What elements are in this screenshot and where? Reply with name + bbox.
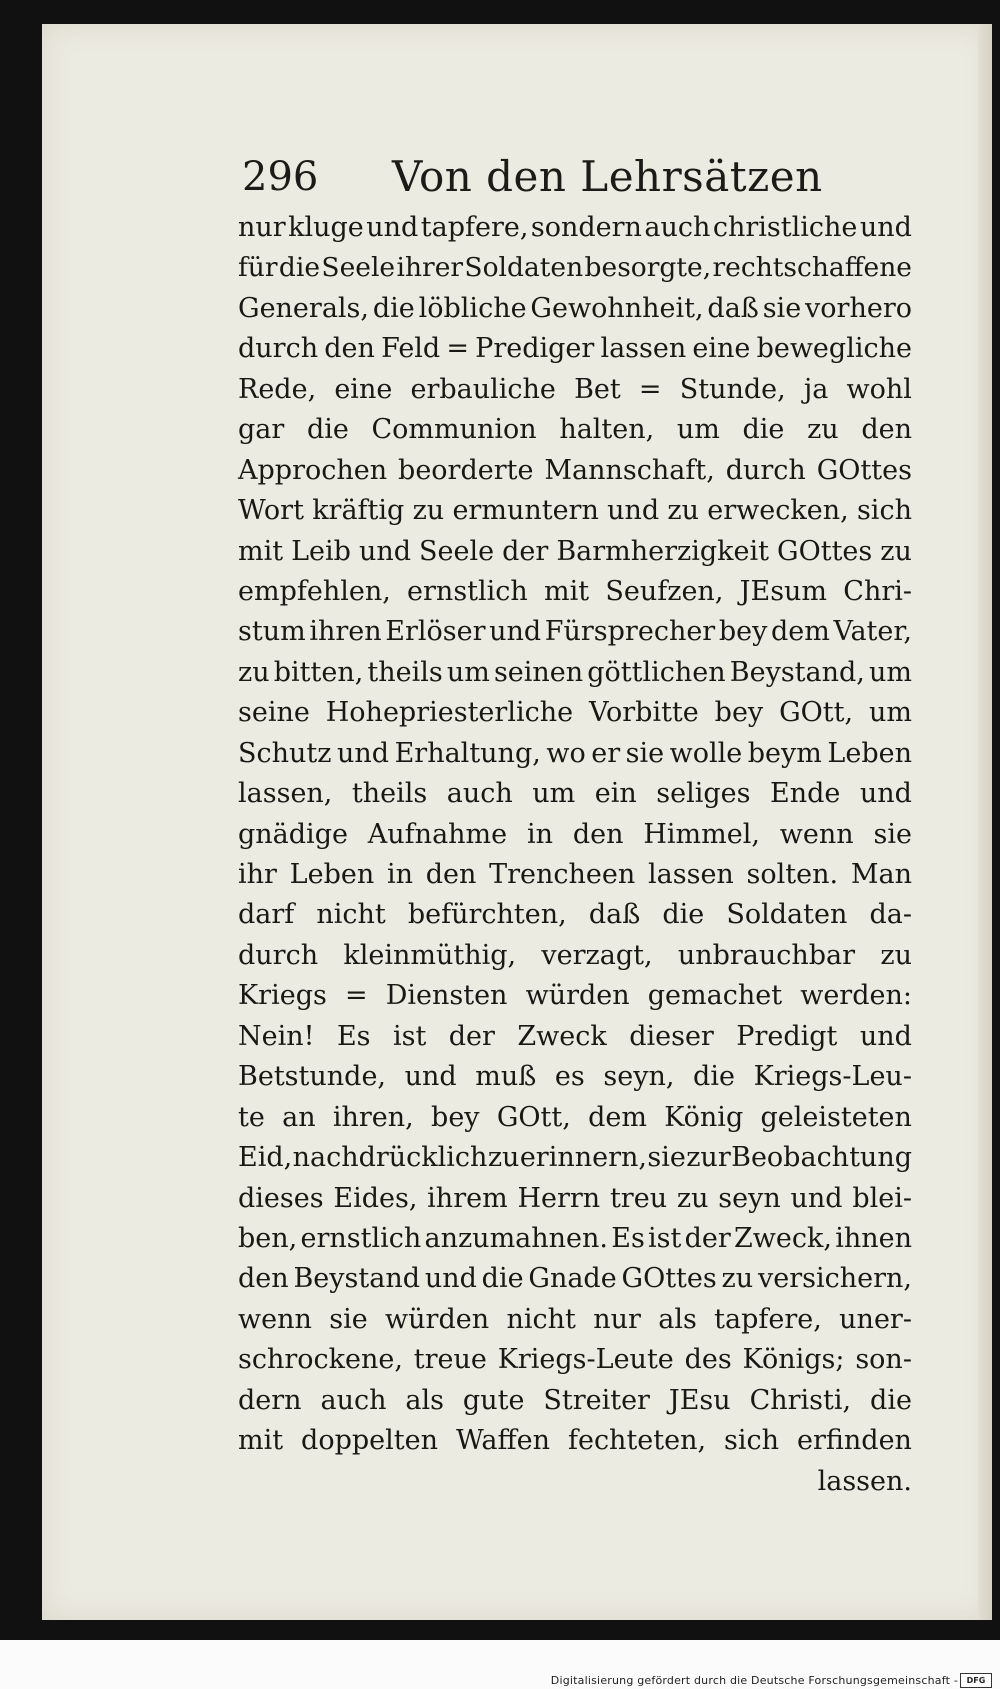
text-line: zu bitten, theils um seinen göttlichen Beystand, um (238, 656, 912, 688)
text-line: den Beystand und die Gnade GOttes zu versichern, (238, 1263, 912, 1295)
text-line: stum ihren Erlöser und Fürsprecher bey dem Vater, (238, 616, 912, 648)
text-line: gar die Communion halten, um die zu den (238, 414, 912, 446)
book-page (42, 24, 992, 1620)
text-line: seine Hohepriesterliche Vorbitte bey GOtt, um (238, 697, 912, 729)
text-line: Betstunde, und muß es seyn, die Kriegs-Leu- (238, 1061, 912, 1093)
text-line: Approchen beorderte Mannschaft, durch GOttes (238, 454, 912, 486)
page-header (242, 146, 862, 206)
digitization-credit: Digitalisierung gefördert durch die Deutsche Forschungsgemeinschaft - (550, 1674, 958, 1687)
text-line: wenn sie würden nicht nur als tapfere, uner- (238, 1303, 912, 1335)
text-line: Eid, nachdrücklich zu erinnern, sie zur Beobachtung (238, 1142, 912, 1174)
page-number: 296 (242, 154, 319, 200)
text-line: gnädige Aufnahme in den Himmel, wenn sie (238, 818, 912, 850)
text-line: Wort kräftig zu ermuntern und zu erwecken, sich (238, 495, 912, 527)
text-line: ihr Leben in den Trencheen lassen solten. Man (238, 859, 912, 890)
text-line: mit Leib und Seele der Barmherzigkeit GOttes zu (238, 535, 912, 567)
text-line: schrockene, treue Kriegs-Leute des Königs; son- (238, 1344, 912, 1376)
text-line: Nein! Es ist der Zweck dieser Predigt und (238, 1020, 912, 1052)
text-line: dern auch als gute Streiter JEsu Christi, die (238, 1384, 912, 1416)
text-line: durch kleinmüthig, verzagt, unbrauchbar zu (238, 939, 912, 971)
dfg-logo: DFG (960, 1673, 992, 1688)
text-line: dieses Eides, ihrem Herrn treu zu seyn und blei- (238, 1182, 912, 1214)
text-line: te an ihren, bey GOtt, dem König geleisteten (238, 1101, 912, 1133)
text-line: darf nicht befürchten, daß die Soldaten da- (238, 899, 912, 931)
running-head: Von den Lehrsätzen (392, 152, 823, 201)
text-line: Kriegs = Diensten würden gemachet werden: (238, 980, 912, 1012)
text-line: lassen, theils auch um ein seliges Ende und (238, 778, 912, 810)
text-line: für die Seele ihrer Soldaten besorgte, rechtschaffene (238, 252, 912, 284)
text-line: empfehlen, ernstlich mit Seufzen, JEsum Chri- (238, 575, 912, 607)
body-text (238, 208, 912, 1502)
text-line: Generals, die löbliche Gewohnheit, daß sie vorhero (238, 292, 912, 324)
text-line: durch den Feld = Prediger lassen eine bewegliche (238, 333, 912, 365)
text-line: mit doppelten Waffen fechteten, sich erfinden (238, 1425, 912, 1457)
text-line: Schutz und Erhaltung, wo er sie wolle beym Leben (238, 737, 912, 769)
text-line: Rede, eine erbauliche Bet = Stunde, ja wohl (238, 373, 912, 405)
text-line: ben, ernstlich anzumahnen. Es ist der Zweck, ihnen (238, 1222, 912, 1254)
text-line-last: lassen. (817, 1465, 912, 1497)
text-line: nur kluge und tapfere, sondern auch christliche und (238, 212, 912, 243)
